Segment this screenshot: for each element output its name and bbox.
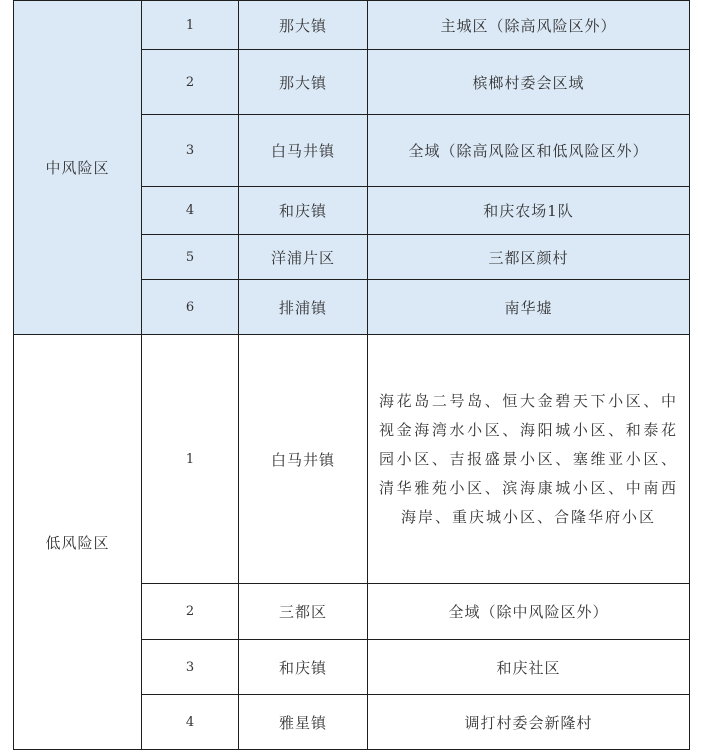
row-number: 6	[142, 280, 239, 335]
row-number: 4	[142, 695, 239, 750]
town-cell: 白马井镇	[239, 335, 368, 584]
town-cell: 白马井镇	[239, 115, 368, 187]
risk-area-table	[13, 0, 690, 750]
area-cell: 和庆社区	[368, 640, 690, 695]
row-number: 4	[142, 187, 239, 235]
row-number: 1	[142, 1, 239, 50]
area-cell: 和庆农场1队	[368, 187, 690, 235]
table-row	[14, 1, 690, 50]
table-row	[14, 335, 690, 584]
risk-level-cell: 中风险区	[14, 1, 142, 335]
town-cell: 和庆镇	[239, 187, 368, 235]
area-cell: 三都区颜村	[368, 235, 690, 280]
area-cell: 南华墟	[368, 280, 690, 335]
risk-level-cell: 低风险区	[14, 335, 142, 750]
town-cell: 和庆镇	[239, 640, 368, 695]
row-number: 1	[142, 335, 239, 584]
town-cell: 那大镇	[239, 1, 368, 50]
area-cell: 调打村委会新隆村	[368, 695, 690, 750]
town-cell: 三都区	[239, 584, 368, 640]
area-cell: 槟榔村委会区域	[368, 50, 690, 115]
row-number: 5	[142, 235, 239, 280]
area-cell: 海花岛二号岛、恒大金碧天下小区、中视金海湾水小区、海阳城小区、和泰花园小区、吉报盛景小区、塞维亚小区、清华雅苑小区、滨海康城小区、中南西海岸、重庆城小区、合隆华府小区	[368, 335, 690, 584]
area-cell: 全域（除中风险区外）	[368, 584, 690, 640]
town-cell: 排浦镇	[239, 280, 368, 335]
row-number: 3	[142, 640, 239, 695]
area-cell: 全域（除高风险区和低风险区外）	[368, 115, 690, 187]
town-cell: 洋浦片区	[239, 235, 368, 280]
row-number: 2	[142, 584, 239, 640]
town-cell: 那大镇	[239, 50, 368, 115]
row-number: 3	[142, 115, 239, 187]
row-number: 2	[142, 50, 239, 115]
area-cell: 主城区（除高风险区外）	[368, 1, 690, 50]
town-cell: 雅星镇	[239, 695, 368, 750]
